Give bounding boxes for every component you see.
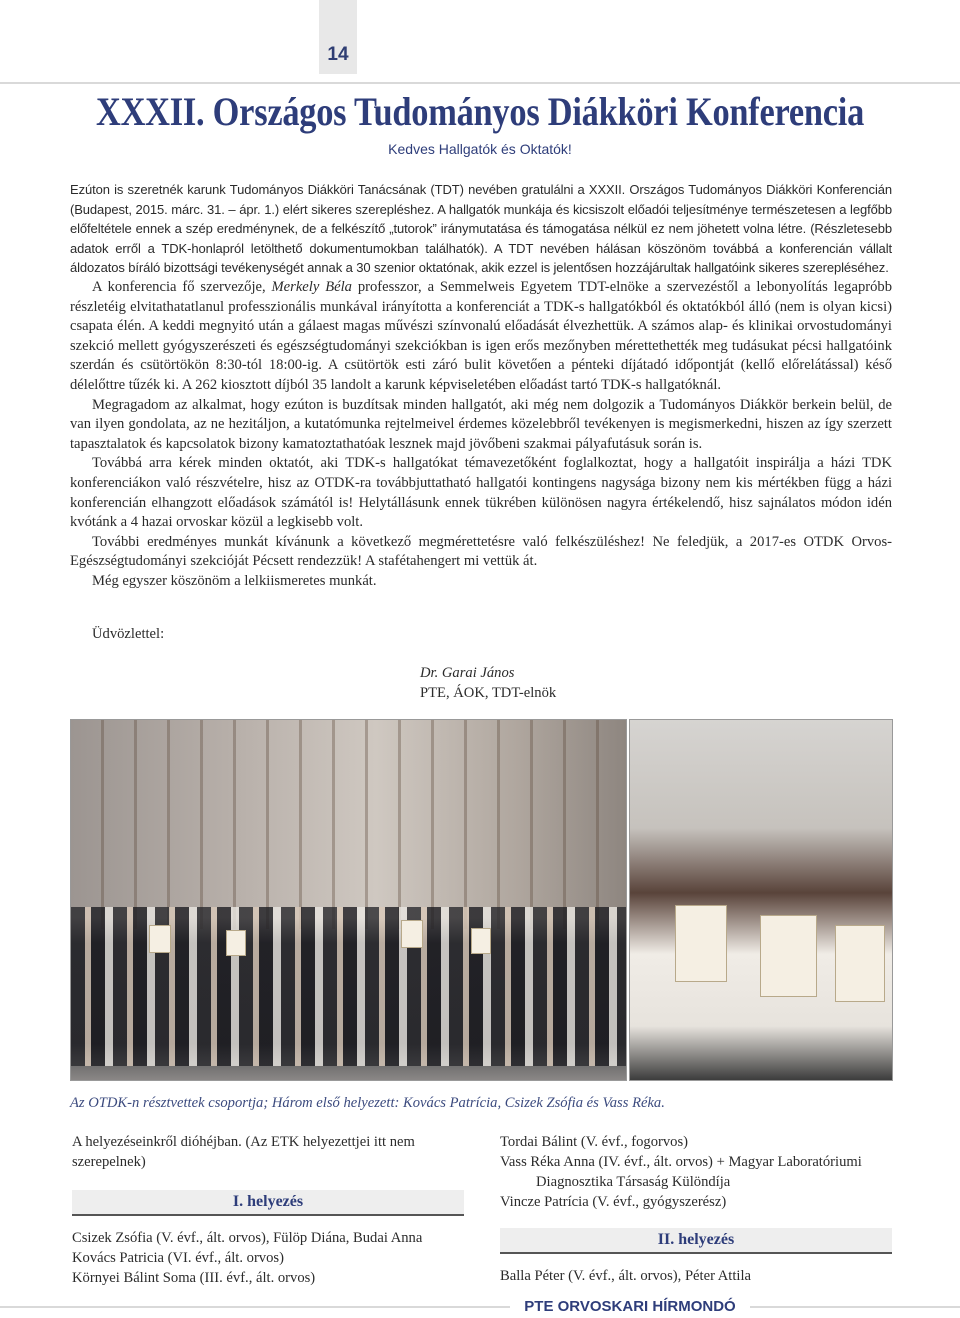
paragraph-wishes: További eredményes munkát kívánunk a következő megmérettetésre való felkészüléshez! Ne feledjük, a 2017-es OTDK Orvos-Egészségtudományi szekcióját Pécsett rendezzük! A stafétahengert mi vettük át. bbox=[70, 533, 892, 570]
bottom-rule bbox=[0, 1306, 960, 1308]
salutation: Üdvözlettel: bbox=[92, 626, 165, 642]
first-place-entry: Csizek Zsófia (V. évf., ált. orvos), Fülöp Diána, Budai Anna bbox=[72, 1230, 423, 1246]
certificate bbox=[149, 925, 171, 953]
group-photo bbox=[70, 719, 627, 1081]
photo-caption: Az OTDK-n résztvettek csoportja; Három első helyezett: Kovács Patrícia, Csizek Zsófia és Vass Réka. bbox=[70, 1095, 665, 1111]
organizer-name: Merkely Béla bbox=[271, 278, 352, 295]
paragraph-request: Továbbá arra kérek minden oktatót, aki TDK-s hallgatókat témavezetőként foglalkoztat, hogy a hallgatóit inspirálja a házi TDK konferenciákon való részvételre, hisz az OTDK-ra továbbjuttatható hallgatói kontingens nagysága bizony nem kis mértékben függ a házi konferencián elhangzott előadások számától is! Helytállásunk ennek tükrében különösen nagyra értékelendő, hisz sajnálatos módon idén kvótánk a 4 hazai orvoskar közül a legkisebb volt. bbox=[70, 455, 892, 531]
results-intro: A helyezéseinkről dióhéjban. (Az ETK helyezettjei itt nem szerepelnek) bbox=[72, 1134, 415, 1170]
first-place-heading: I. helyezés bbox=[72, 1190, 464, 1216]
article-title: XXXII. Országos Tudományos Diákköri Konferencia bbox=[95, 89, 865, 134]
winners-photo bbox=[629, 719, 893, 1081]
second-place-heading: II. helyezés bbox=[500, 1228, 892, 1254]
first-place-entry: Környei Bálint Soma (III. évf., ált. orvos) bbox=[72, 1270, 316, 1286]
first-place-entry: Kovács Patricia (VI. évf., ált. orvos) bbox=[72, 1250, 284, 1266]
certificate bbox=[760, 915, 817, 997]
certificate bbox=[835, 925, 885, 1002]
paragraph-intro: Ezúton is szeretnék karunk Tudományos Diákköri Tanácsának (TDT) nevében gratulálni a XXXII. Országos Tudományos Diákköri Konferencián (Budapest, 2015. márc. 31. – ápr. 1.) elért sikeres szerepléshez. A hallgatók munkája és kicsiszolt előadói teljesítménye természetesen a legfőbb előfeltétele ennek a szép eredménynek, de a felkészítő „tutorok” iránymutatása és támogatása nélkül ez nem jöhetett volna létre. (Részletesebb adatok erről a TDK-honlapról letölthető dokumentumokban találhatók). A TDT nevében hálásan köszönöm továbbá a konferencián vállalt áldozatos bíráló bizottsági tevékenységét annak a 30 szenior oktatónak, akik ezzel is jelentősen hozzájárultak hallgatóink sikeres szerepléséhez. bbox=[70, 182, 892, 276]
signature-role: PTE, ÁOK, TDT-elnök bbox=[420, 685, 557, 701]
article-body bbox=[70, 180, 892, 591]
top-rule bbox=[0, 82, 960, 84]
first-place-entry: Diagnosztika Társaság Különdíja bbox=[536, 1174, 731, 1190]
organizer-lead: A konferencia fő szervezője, bbox=[92, 278, 266, 295]
results-left-column bbox=[72, 1132, 464, 1288]
page-number: 14 bbox=[327, 44, 349, 65]
publication-name: PTE ORVOSKARI HÍRMONDÓ bbox=[524, 1298, 736, 1315]
certificate bbox=[675, 905, 727, 982]
paragraph-thanks: Még egyszer köszönöm a lelkiismeretes munkát. bbox=[92, 572, 377, 589]
photo-wall bbox=[71, 720, 626, 929]
greeting: Kedves Hallgatók és Oktatók! bbox=[388, 141, 572, 157]
signature-name: Dr. Garai János bbox=[420, 665, 515, 681]
certificate bbox=[401, 920, 423, 948]
paragraph-organizer bbox=[70, 278, 892, 396]
organizer-text: professzor, a Semmelweis Egyetem TDT-elnöke a szervezéstől a lebonyolítás legapróbb részletéig elvitathatatlanul professzionális munkával irányította a konferenciát a TDK-s hallgatókból és oktatókból álló (nem is olyan kicsi) csapata élén. A keddi megnyitó után a gálaest magas művészi színvonalú előadását élvezhettük. A számos alap- és klinikai orvostudományi szekció mellett gyógyszerészeti és egészségtudományi szekciókban is igen erős mezőnyben mérettethették meg tudásukat pécsi hallgatóink szerdán és csütörtökön 8:30-tól 18:00-ig. A csütörtök esti záró bulit követően a pénteki díjátadó időpontját (kellő előrelátással) késő délelőttre tűzék ki. A 262 kiosztott díjból 35 landolt a karunk képviseletében előadást tartó TDK-s hallgatóknál. bbox=[70, 278, 893, 393]
second-place-entry: Balla Péter (V. évf., ált. orvos), Péter Attila bbox=[500, 1268, 752, 1284]
certificate bbox=[471, 928, 491, 954]
first-place-entry: Tordai Bálint (V. évf., fogorvos) bbox=[500, 1134, 688, 1150]
first-place-entry: Vincze Patrícia (V. évf., gyógyszerész) bbox=[500, 1194, 727, 1210]
paragraph-encouragement: Megragadom az alkalmat, hogy ezúton is buzdítsak minden hallgatót, aki még nem dolgozik a Tudományos Diákkör berkein belül, de van ilyen gondolata, az ne hezitáljon, a kutatómunka rejtelmeivel érdemes közelebbről tevékenyen is megismerkedni, hiszen az így szerzett tapasztalatok és kapcsolatok bizony kamatoztathatóak lesznek majd jövőbeni szakmai pályafutásuk során is. bbox=[70, 396, 892, 452]
first-place-entry: Vass Réka Anna (IV. évf., ált. orvos) + Magyar Laboratóriumi bbox=[500, 1154, 862, 1170]
results-right-column bbox=[500, 1132, 892, 1286]
certificate bbox=[226, 930, 246, 956]
